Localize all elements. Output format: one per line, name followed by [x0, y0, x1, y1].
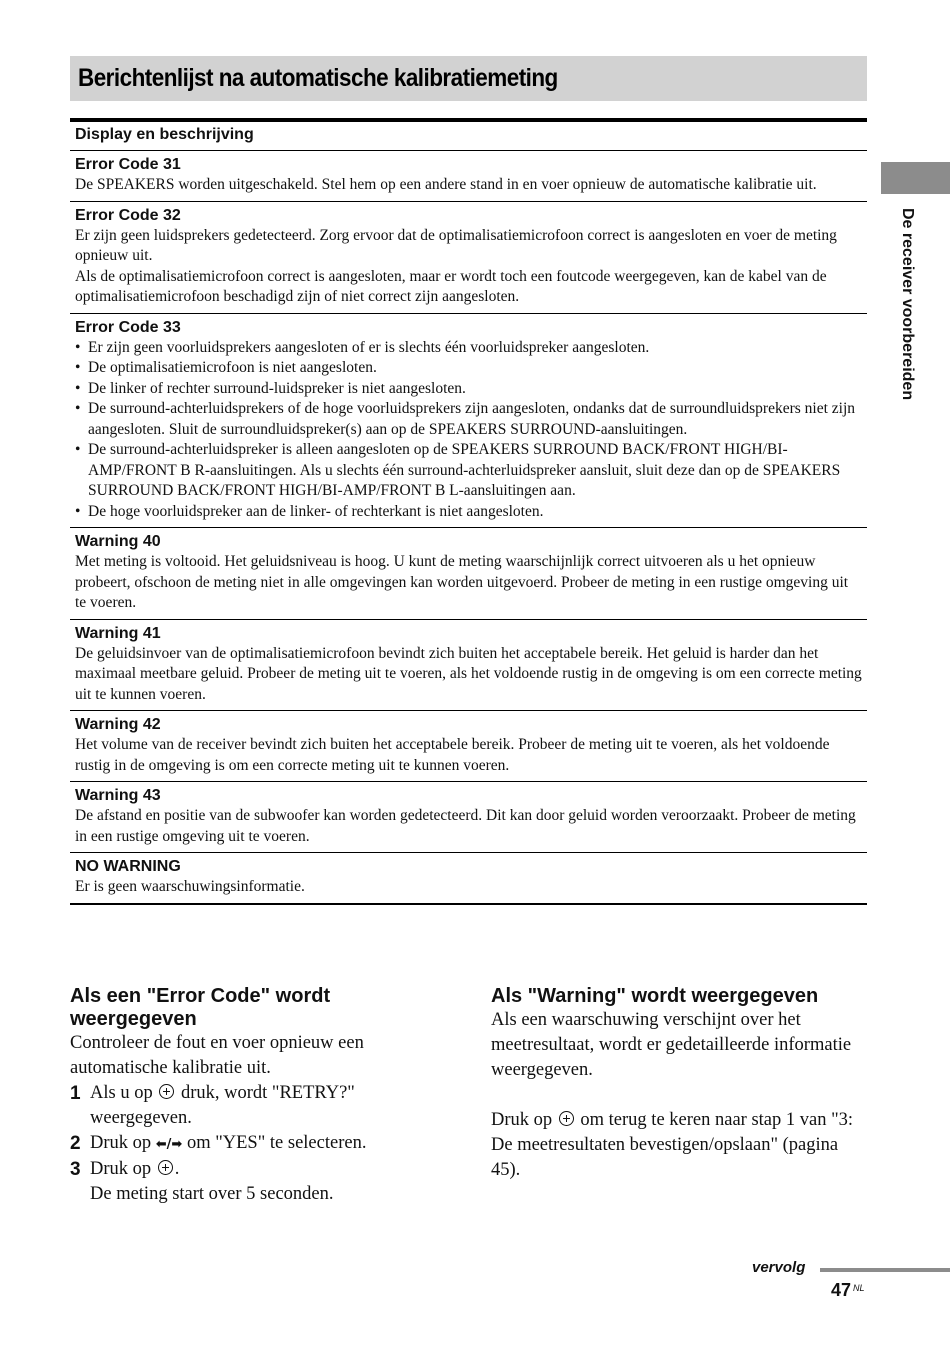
row-text: Met meting is voltooid. Het geluidsniveau is hoog. U kunt de meting waarschijnlijk correct uitvoeren als u het opnieuw probeert, ofschoon de meting niet in alle omgevingen kan worden uitgevoerd. Probeer de meting in een rustige omgeving uit te voeren.: [75, 553, 849, 611]
side-tab-marker: [881, 162, 950, 194]
step-text: Druk op: [90, 1133, 152, 1153]
row-title: Error Code 33: [75, 318, 181, 336]
row-title: Warning 43: [75, 787, 161, 804]
row-title: Error Code 31: [75, 156, 181, 173]
enter-button-icon: [559, 1111, 574, 1126]
row-title: Warning 40: [75, 533, 161, 550]
enter-button-icon: [158, 1160, 173, 1175]
step-text: .: [174, 1159, 180, 1179]
step-note: De meting start over 5 seconden.: [90, 1184, 334, 1204]
step-number: 1: [70, 1083, 81, 1104]
section-heading: Als "Warning" wordt weergegeven: [491, 985, 819, 1007]
step-number: 2: [70, 1133, 81, 1154]
row-text: Er is geen waarschuwingsinformatie.: [75, 878, 305, 895]
step-2: [70, 1131, 430, 1157]
table-row: [70, 782, 867, 853]
continued-line: [820, 1268, 950, 1272]
step-number: 3: [70, 1159, 81, 1180]
section-heading: Als een "Error Code" wordt weergegeven: [70, 985, 331, 1030]
row-text: De geluidsinvoer van de optimalisatiemicrofoon bevindt zich buiten het acceptabele bereik. Het geluid is harder dan het maximaal meetbare geluid. Probeer de meting uit te voeren, als het voldoende rustig in de omgeving is om een correcte meting uit te kunnen voeren.: [75, 644, 862, 703]
row-title: Warning 42: [75, 716, 161, 733]
message-table: [70, 118, 867, 905]
table-row: [70, 853, 867, 903]
list-item: • De linker of rechter surround-luidspreker is niet aangesloten.: [75, 379, 862, 400]
row-text: De afstand en positie van de subwoofer kan worden gedetecteerd. Dit kan door geluid worden veroorzaakt. Probeer de meting in een rustige omgeving uit te voeren.: [75, 807, 856, 845]
table-row: [70, 711, 867, 782]
bullet-list: [75, 338, 862, 523]
step-3: [70, 1157, 430, 1207]
table-row: [70, 202, 867, 314]
section-text: Als een waarschuwing verschijnt over het meetresultaat, wordt er gedetailleerde informatie weergegeven.: [491, 1010, 852, 1080]
table-row: [70, 528, 867, 620]
list-item: • De surround-achterluidspreker is alleen aangesloten op de SPEAKERS SURROUND BACK/FRONT HIGH/BI-AMP/FRONT B R-aansluitingen. Als u slechts één surround-achterluidspreker aansluit, sluit deze dan op de SPEAKERS SURROUND BACK/FRONT HIGH/BI-AMP/FRONT B L-aansluitingen aan.: [75, 440, 862, 502]
row-text: Het volume van de receiver bevindt zich buiten het acceptabele bereik. Probeer de meting uit te voeren, als het voldoende rustig in de omgeving is om een correcte meting uit te kunnen voeren.: [75, 736, 830, 774]
table-row: [70, 620, 867, 712]
list-item: • Er zijn geen voorluidsprekers aangesloten of er is slechts één voorluidspreker aangesloten.: [75, 338, 862, 359]
list-item: • De surround-achterluidsprekers of de hoge voorluidsprekers zijn aangesloten, ondanks dat de surroundluidsprekers niet zijn aangesloten. Sluit de surroundluidspreker(s) aan op de SPEAKERS SURROUND-aansluitingen.: [75, 399, 862, 440]
error-code-section: [70, 985, 430, 1207]
warning-section: [491, 985, 871, 1183]
page-number: 47: [831, 1280, 852, 1300]
row-text: De SPEAKERS worden uitgeschakeld. Stel hem op een andere stand in en voer opnieuw de automatische kalibratie uit.: [75, 176, 817, 193]
step-1: [70, 1081, 430, 1131]
step-text: Druk op: [90, 1159, 152, 1179]
list-item: • De optimalisatiemicrofoon is niet aangesloten.: [75, 358, 862, 379]
enter-button-icon: [159, 1084, 174, 1099]
list-item: • De hoge voorluidspreker aan de linker- of rechterkant is niet aangesloten.: [75, 502, 862, 523]
page-language-suffix: NL: [853, 1283, 865, 1293]
row-title: NO WARNING: [75, 858, 181, 875]
title-bar: [70, 56, 867, 101]
row-text: Er zijn geen luidsprekers gedetecteerd. Zorg ervoor dat de optimalisatiemicrofoon correct is aangesloten en voer de meting opnieuw uit.: [75, 226, 837, 264]
text-part: om terug te keren naar stap 1 van "3: De meetresultaten bevestigen/opslaan" (pagina 45).: [491, 1110, 854, 1180]
step-text: druk, wordt "RETRY?" weergegeven.: [90, 1083, 355, 1128]
table-header: Display en beschrijving: [70, 122, 867, 151]
row-title: Error Code 32: [75, 206, 181, 224]
left-right-arrows-icon: ⬅/➡: [155, 1137, 183, 1152]
step-text: om "YES" te selecteren.: [186, 1133, 367, 1153]
text-part: Druk op: [491, 1110, 553, 1130]
row-title: Warning 41: [75, 624, 161, 642]
section-text: [491, 1108, 871, 1183]
step-text: Als u op: [90, 1083, 153, 1103]
table-row: [70, 151, 867, 202]
table-row: [70, 314, 867, 529]
row-text: Als de optimalisatiemicrofoon correct is aangesloten, maar er wordt toch een foutcode weergegeven, kan de kabel van de optimalisatiemicrofoon beschadigd zijn of niet correct zijn aangesloten.: [75, 267, 827, 305]
page-title: Berichtenlijst na automatische kalibratiemeting: [78, 64, 558, 92]
section-intro: Controleer de fout en voer opnieuw een automatische kalibratie uit.: [70, 1033, 364, 1078]
side-section-label: De receiver voorbereiden: [899, 208, 916, 401]
continued-label: vervolg: [752, 1259, 806, 1276]
